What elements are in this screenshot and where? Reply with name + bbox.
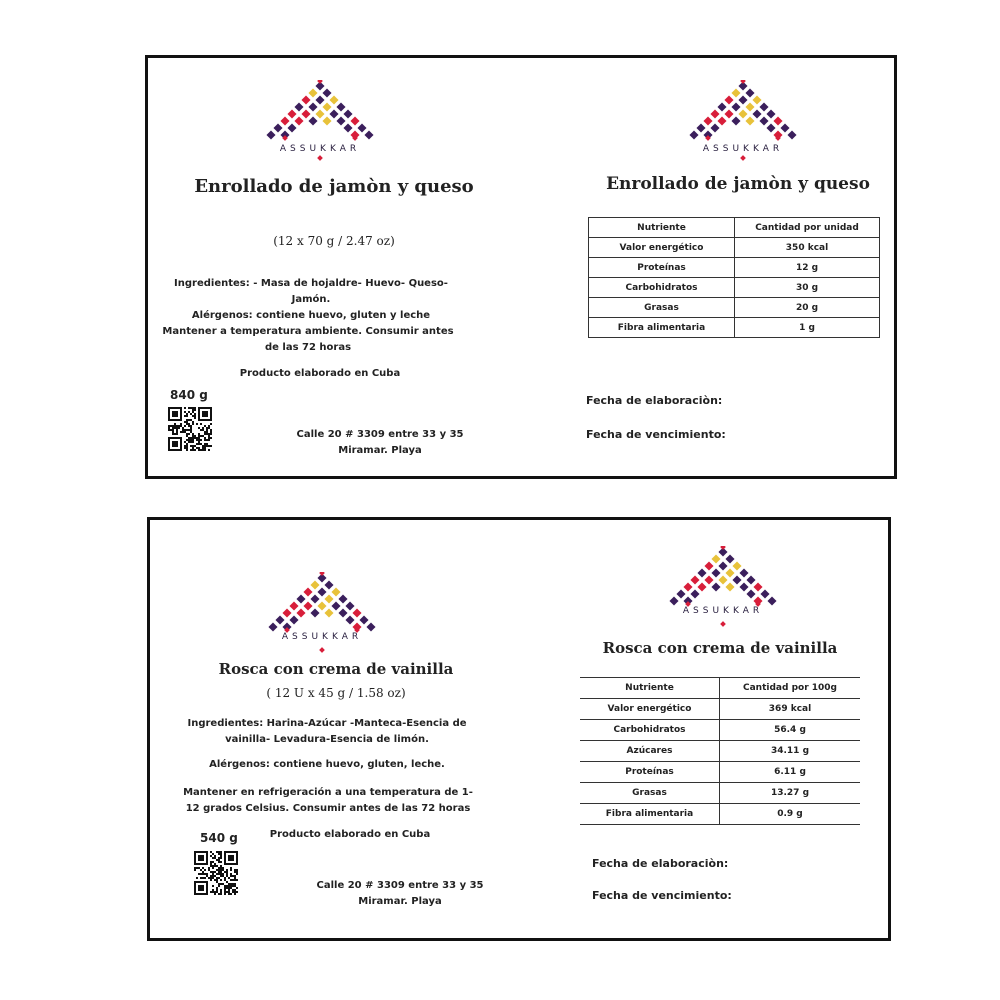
table-row bbox=[589, 278, 880, 298]
address-line-2: Miramar. Playa bbox=[338, 445, 422, 456]
product-label-rosca bbox=[147, 517, 891, 941]
origin-text: Producto elaborado en Cuba bbox=[239, 368, 401, 379]
nutrition-table bbox=[580, 677, 860, 825]
nutrient-name: Azúcares bbox=[580, 741, 720, 762]
table-row bbox=[580, 804, 860, 825]
nutrition-table bbox=[588, 217, 880, 338]
nutrition-title: Enrollado de jamòn y queso bbox=[606, 174, 870, 194]
product-title: Rosca con crema de vainilla bbox=[218, 660, 454, 678]
net-weight: 540 g bbox=[200, 831, 238, 845]
storage-text: Mantener en refrigeración a una temperatura de 1- 12 grados Celsius. Consumir antes de las 72 horas bbox=[183, 787, 473, 814]
table-row bbox=[589, 258, 880, 278]
table-header-cell: Nutriente bbox=[589, 218, 735, 238]
address-line-1: Calle 20 # 3309 entre 33 y 35 bbox=[296, 429, 464, 440]
nutrient-name: Fibra alimentaria bbox=[589, 318, 735, 338]
table-row bbox=[580, 762, 860, 783]
nutrient-value: 369 kcal bbox=[720, 699, 861, 720]
allergens-text: Alérgenos: contiene huevo, gluten, leche. bbox=[209, 759, 445, 770]
net-weight: 840 g bbox=[170, 388, 208, 402]
table-row bbox=[580, 720, 860, 741]
table-row bbox=[580, 741, 860, 762]
table-row bbox=[580, 783, 860, 804]
nutrient-name: Valor energético bbox=[580, 699, 720, 720]
ingredients-text: Ingredientes: - Masa de hojaldre- Huevo- Queso- Jamón. bbox=[174, 278, 448, 305]
qr-code-icon bbox=[194, 851, 238, 895]
nutrient-name: Proteínas bbox=[580, 762, 720, 783]
expiry-date-label: Fecha de vencimiento: bbox=[592, 889, 732, 902]
brand-name: ASSUKKAR bbox=[682, 606, 764, 616]
product-portion: (12 x 70 g / 2.47 oz) bbox=[273, 234, 395, 248]
product-title: Enrollado de jamòn y queso bbox=[194, 176, 474, 197]
nutrient-name: Carbohidratos bbox=[580, 720, 720, 741]
origin-text: Producto elaborado en Cuba bbox=[269, 829, 431, 840]
nutrient-value: 56.4 g bbox=[720, 720, 861, 741]
nutrient-value: 1 g bbox=[735, 318, 880, 338]
brand-name: ASSUKKAR bbox=[279, 144, 361, 154]
table-row bbox=[589, 298, 880, 318]
nutrient-name: Carbohidratos bbox=[589, 278, 735, 298]
nutrient-value: 30 g bbox=[735, 278, 880, 298]
brand-name: ASSUKKAR bbox=[702, 144, 784, 154]
ingredients-text: Ingredientes: Harina-Azúcar -Manteca-Esencia de vainilla- Levadura-Esencia de limón. bbox=[187, 718, 467, 745]
nutrient-value: 0.9 g bbox=[720, 804, 861, 825]
nutrient-value: 350 kcal bbox=[735, 238, 880, 258]
qr-code-icon bbox=[168, 407, 212, 451]
table-row bbox=[589, 238, 880, 258]
table-header-cell: Cantidad por unidad bbox=[735, 218, 880, 238]
table-row bbox=[589, 318, 880, 338]
address-line-2: Miramar. Playa bbox=[358, 896, 442, 907]
manufacture-date-label: Fecha de elaboraciòn: bbox=[586, 394, 723, 407]
expiry-date-label: Fecha de vencimiento: bbox=[586, 428, 726, 441]
nutrient-name: Fibra alimentaria bbox=[580, 804, 720, 825]
product-portion: ( 12 U x 45 g / 1.58 oz) bbox=[266, 686, 406, 700]
nutrient-value: 34.11 g bbox=[720, 741, 861, 762]
table-header-row bbox=[580, 678, 860, 699]
address-line-1: Calle 20 # 3309 entre 33 y 35 bbox=[316, 880, 484, 891]
table-header-cell: Cantidad por 100g bbox=[720, 678, 861, 699]
nutrient-name: Proteínas bbox=[589, 258, 735, 278]
nutrient-name: Valor energético bbox=[589, 238, 735, 258]
nutrient-name: Grasas bbox=[580, 783, 720, 804]
table-row bbox=[580, 699, 860, 720]
nutrient-value: 13.27 g bbox=[720, 783, 861, 804]
manufacture-date-label: Fecha de elaboraciòn: bbox=[592, 857, 729, 870]
nutrition-title: Rosca con crema de vainilla bbox=[602, 639, 838, 657]
nutrient-value: 12 g bbox=[735, 258, 880, 278]
product-label-enrollado bbox=[145, 55, 897, 479]
allergens-text: Alérgenos: contiene huevo, gluten y leche bbox=[191, 310, 431, 321]
nutrient-value: 20 g bbox=[735, 298, 880, 318]
nutrient-name: Grasas bbox=[589, 298, 735, 318]
table-header-cell: Nutriente bbox=[580, 678, 720, 699]
table-header-row bbox=[589, 218, 880, 238]
brand-name: ASSUKKAR bbox=[281, 632, 363, 642]
storage-text: Mantener a temperatura ambiente. Consumir antes de las 72 horas bbox=[162, 326, 454, 353]
nutrient-value: 6.11 g bbox=[720, 762, 861, 783]
